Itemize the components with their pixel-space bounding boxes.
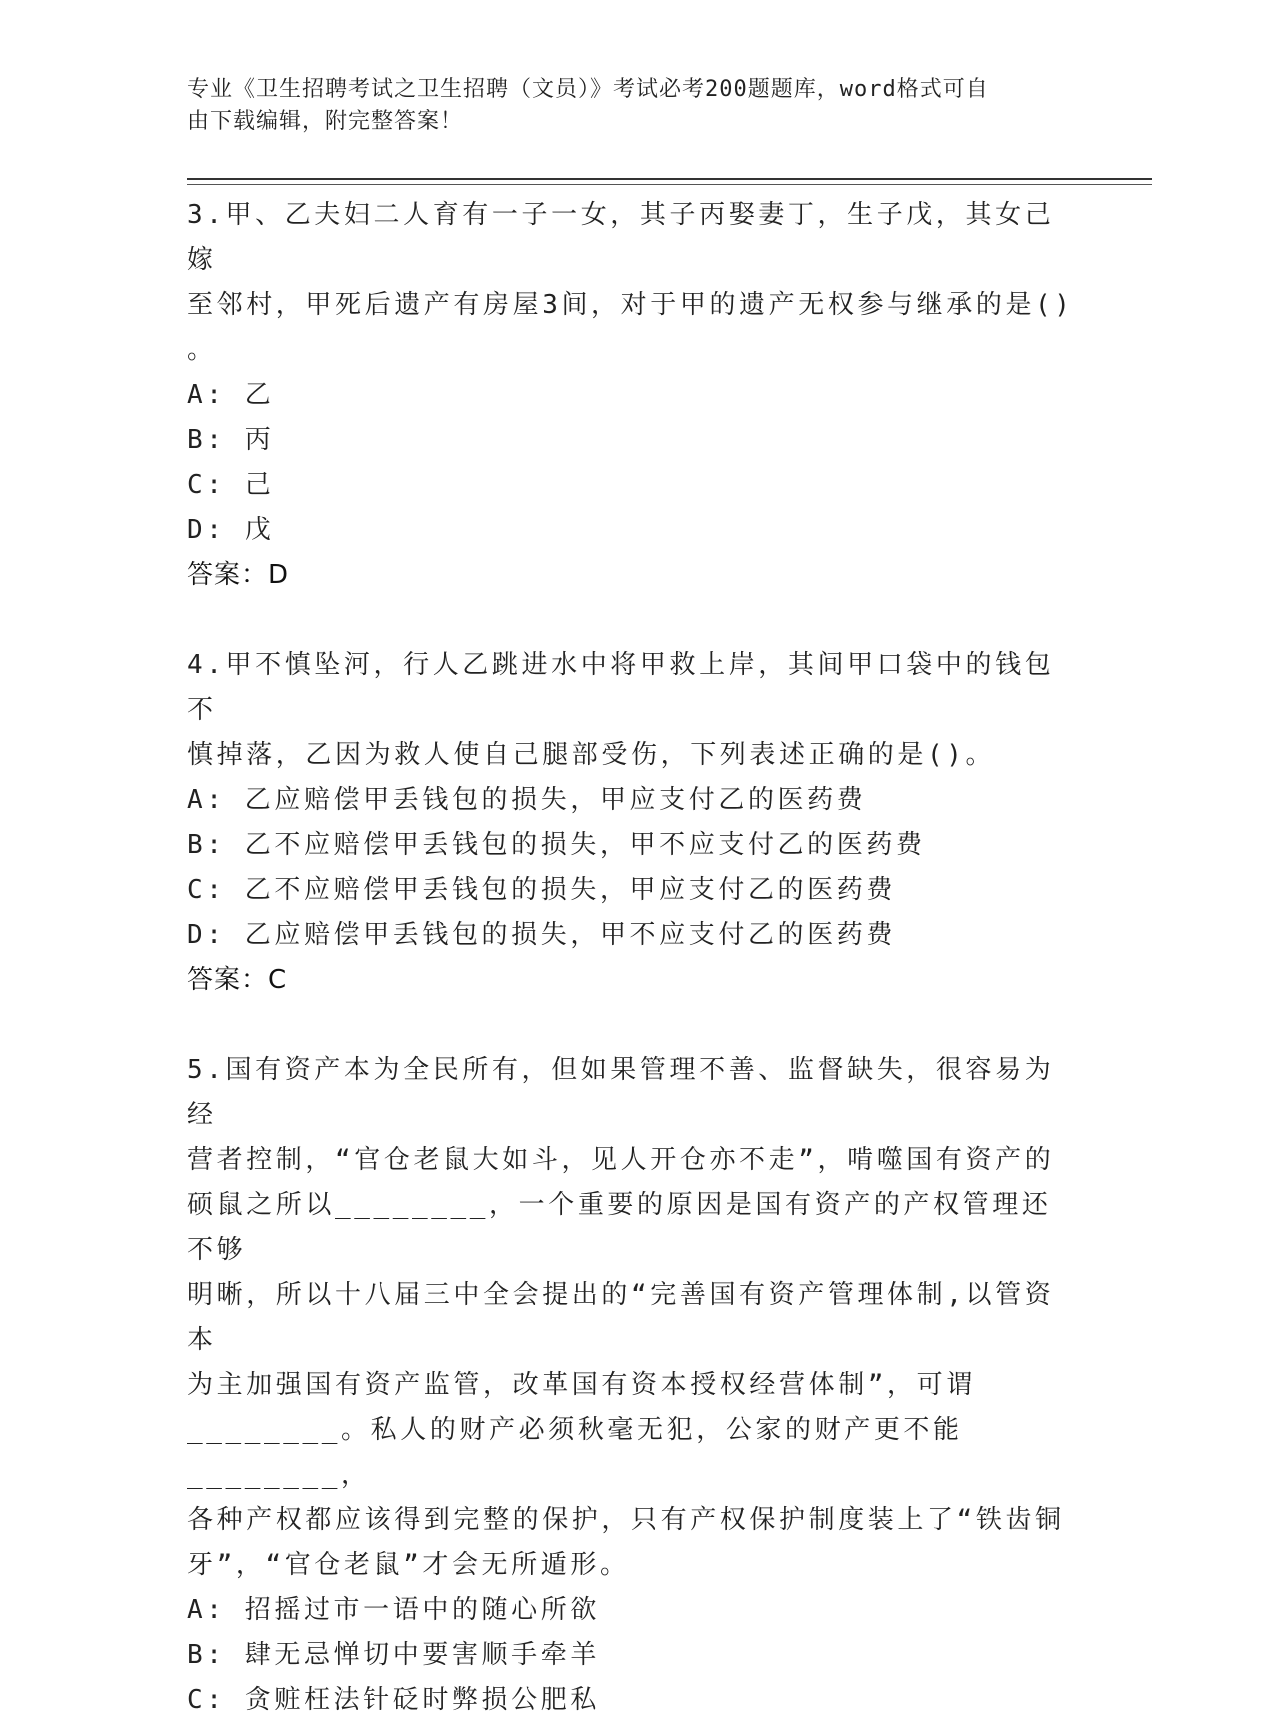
option-b: B: 肆无忌惮切中要害顺手牵羊 bbox=[187, 1640, 600, 1670]
question-text-line: ________。私人的财产必须秋毫无犯，公家的财产更不能________， bbox=[187, 1415, 963, 1490]
option-c: C: 乙不应赔偿甲丢钱包的损失，甲应支付乙的医药费 bbox=[187, 875, 896, 905]
option-b: B: 乙不应赔偿甲丢钱包的损失，甲不应支付乙的医药费 bbox=[187, 830, 926, 860]
question-text-line: 5.国有资产本为全民所有，但如果管理不善、监督缺失，很容易为经 bbox=[187, 1055, 1055, 1130]
question-5 bbox=[187, 1048, 1077, 1723]
header-divider-thin bbox=[187, 184, 1152, 185]
option-a: A: 招摇过市一语中的随心所欲 bbox=[187, 1595, 600, 1625]
option-c: C: 贪赃枉法针砭时弊损公肥私 bbox=[187, 1685, 600, 1715]
answer-label: 答案：C bbox=[187, 965, 288, 995]
header-line-1: 专业《卫生招聘考试之卫生招聘（文员）》考试必考200题题库，word格式可自 bbox=[187, 77, 989, 102]
question-3 bbox=[187, 193, 1077, 598]
header-divider-thick bbox=[187, 178, 1152, 180]
option-a: A: 乙 bbox=[187, 380, 275, 410]
question-text-line: 营者控制，“官仓老鼠大如斗，见人开仓亦不走”，啃噬国有资产的 bbox=[187, 1145, 1055, 1175]
option-c: C: 己 bbox=[187, 470, 275, 500]
option-d: D: 乙应赔偿甲丢钱包的损失，甲不应支付乙的医药费 bbox=[187, 920, 896, 950]
question-text-line: 各种产权都应该得到完整的保护，只有产权保护制度装上了“铁齿铜 bbox=[187, 1505, 1065, 1535]
question-text-line: 3.甲、乙夫妇二人育有一子一女，其子丙娶妻丁，生子戊，其女己嫁 bbox=[187, 200, 1055, 275]
question-text-line: 慎掉落，乙因为救人使自己腿部受伤，下列表述正确的是()。 bbox=[187, 740, 996, 770]
question-text-line: 为主加强国有资产监管，改革国有资本授权经营体制”，可谓 bbox=[187, 1370, 976, 1400]
answer-label: 答案：D bbox=[187, 560, 290, 590]
question-text-line: 至邻村，甲死后遗产有房屋3间，对于甲的遗产无权参与继承的是() bbox=[187, 290, 1074, 320]
question-text-line: 明晰，所以十八届三中全会提出的“完善国有资产管理体制,以管资本 bbox=[187, 1280, 1055, 1355]
option-a: A: 乙应赔偿甲丢钱包的损失，甲应支付乙的医药费 bbox=[187, 785, 867, 815]
question-text-line: 牙”，“官仓老鼠”才会无所遁形。 bbox=[187, 1550, 630, 1580]
question-spacer bbox=[187, 598, 1077, 643]
question-spacer bbox=[187, 1003, 1077, 1048]
option-b: B: 丙 bbox=[187, 425, 275, 455]
question-text-line: 硕鼠之所以________，一个重要的原因是国有资产的产权管理还不够 bbox=[187, 1190, 1052, 1265]
option-d: D: 戊 bbox=[187, 515, 275, 545]
question-list bbox=[187, 193, 1077, 1723]
header-line-2: 由下载编辑，附完整答案！ bbox=[187, 109, 464, 134]
question-4 bbox=[187, 643, 1077, 1003]
question-text-line: 。 bbox=[187, 335, 217, 365]
question-text-line: 4.甲不慎坠河，行人乙跳进水中将甲救上岸，其间甲口袋中的钱包不 bbox=[187, 650, 1055, 725]
page-header bbox=[187, 74, 1067, 138]
